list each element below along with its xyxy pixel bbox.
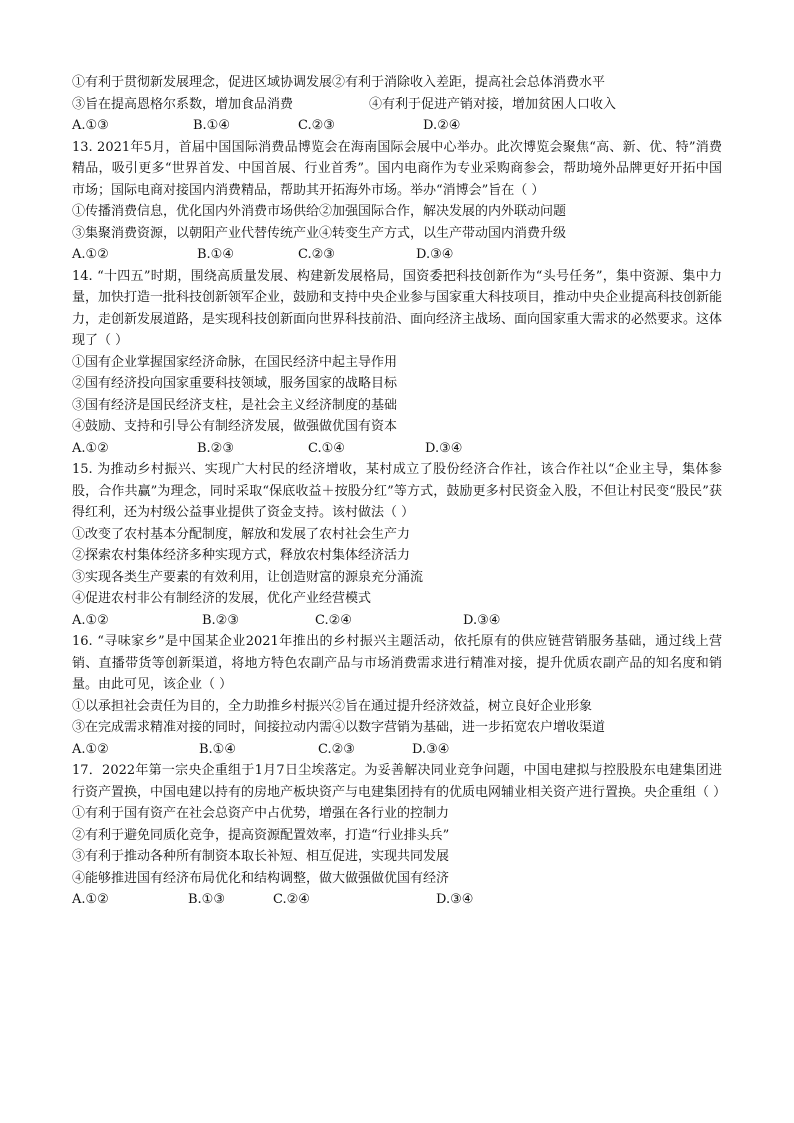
question-13 — [72, 137, 722, 266]
option-4: ④转变生产方式，以生产带动国内消费升级 — [319, 225, 567, 241]
answer-b[interactable]: B.②③ — [197, 440, 234, 456]
option-3: ③集聚消费资源，以朝阳产业代替传统产业 — [72, 225, 320, 241]
answer-choices — [72, 244, 722, 266]
options-row — [72, 696, 722, 718]
option-1: ①改变了农村基本分配制度，解放和发展了农村社会生产力 — [72, 526, 411, 542]
answer-b[interactable]: B.①④ — [199, 741, 236, 757]
answer-b[interactable]: B.①④ — [193, 118, 230, 133]
answer-c[interactable]: C.②③ — [298, 247, 335, 262]
answer-b[interactable]: B.①④ — [197, 247, 234, 262]
answer-d[interactable]: D.③④ — [425, 440, 463, 456]
question-stem: 13. 2021年5月，首届中国国际消费品博览会在海南国际会展中心举办。此次博览会聚焦“高、新、优、特”消费精品，吸引更多“世界首发、中国首展、行业首秀”。国内电商作为专业采购商参会，帮助境外品牌更好开拓中国市场；国际电商对接国内消费精品，帮助其开拓海外市场。举办“消博会”旨在（ ） — [72, 139, 722, 198]
answer-d[interactable]: D.③④ — [436, 892, 474, 907]
option-1: ①国有企业掌握国家经济命脉，在国民经济中起主导作用 — [72, 354, 398, 370]
option-3: ③实现各类生产要素的有效利用，让创造财富的源泉充分涌流 — [72, 569, 424, 585]
question-list — [72, 72, 727, 911]
answer-a[interactable]: A.①② — [72, 612, 109, 628]
question-12 — [72, 72, 722, 137]
answer-d[interactable]: D.③④ — [463, 612, 501, 628]
option-3: ③国有经济是国民经济支柱，是社会主义经济制度的基础 — [72, 397, 398, 413]
question-stem: 17．2022年第一宗央企重组于1月7日尘埃落定。为妥善解决同业竞争问题，中国电建拟与控股股东电建集团进行资产置换，中国电建以持有的房地产板块资产与电建集团持有的优质电网辅业相关资产进行置换。央企重组（ ） — [72, 763, 727, 800]
options-row — [72, 223, 722, 245]
answer-c[interactable]: C.①④ — [308, 440, 345, 456]
option-4: ④有利于促进产销对接，增加贫困人口收入 — [369, 96, 617, 112]
options-row — [72, 72, 722, 94]
option-2: ②加强国际合作，解决发展的内外联动问题 — [319, 204, 567, 219]
answer-c[interactable]: C.②④ — [273, 892, 310, 907]
options-row — [72, 94, 722, 116]
answer-c[interactable]: C.②③ — [298, 118, 335, 133]
question-stem: 15. 为推动乡村振兴、实现广大村民的经济增收，某村成立了股份经济合作社，该合作社以“企业主导，集体参股，合作共赢”为理念，同时采取“保底收益＋按股分红”等方式，鼓励更多村民资金入股，不但让村民变“股民”获得红利，还为村级公益事业提供了资金支持。该村做法（ ） — [72, 462, 722, 520]
option-1: ①有利于贯彻新发展理念，促进区域协调发展 — [72, 75, 333, 90]
answer-b[interactable]: B.②③ — [202, 612, 239, 628]
option-1: ①传播消费信息，优化国内外消费市场供给 — [72, 204, 320, 219]
option-2: ②有利于消除收入差距，提高社会总体消费水平 — [332, 75, 606, 90]
option-4: ④能够推进国有经济布局优化和结构调整，做大做强做优国有经济 — [72, 870, 450, 886]
question-15 — [72, 459, 722, 631]
answer-choices — [72, 889, 722, 911]
option-2: ②探索农村集体经济多种实现方式，释放农村集体经济活力 — [72, 548, 411, 563]
question-stem: 16. “寻味家乡”是中国某企业2021年推出的乡村振兴主题活动，依托原有的供应链营销服务基础，通过线上营销、直播带货等创新渠道，将地方特色农副产品与市场消费需求进行精准对接，提升优质农副产品的知名度和销量。由此可见，该企业（ ） — [72, 634, 722, 692]
option-2: ②旨在通过提升经济效益，树立良好企业形象 — [332, 698, 593, 714]
answer-a[interactable]: A.①② — [72, 892, 109, 907]
answer-a[interactable]: A.①② — [72, 440, 109, 456]
answer-choices — [72, 610, 722, 632]
answer-choices — [72, 438, 722, 460]
question-16 — [72, 631, 722, 760]
answer-b[interactable]: B.①③ — [188, 892, 225, 907]
answer-d[interactable]: D.③④ — [412, 741, 450, 757]
answer-a[interactable]: A.①② — [72, 741, 109, 757]
answer-a[interactable]: A.①② — [72, 247, 109, 262]
answer-c[interactable]: C.②③ — [318, 741, 355, 757]
question-14 — [72, 266, 722, 460]
answer-choices — [72, 115, 722, 137]
option-2: ②国有经济投向国家重要科技领域，服务国家的战略目标 — [72, 376, 398, 391]
question-17 — [72, 760, 727, 911]
option-4: ④鼓励、支持和引导公有制经济发展，做强做优国有资本 — [72, 419, 398, 434]
option-1: ①以承担社会责任为目的，全力助推乡村振兴 — [72, 698, 333, 714]
option-2: ②有利于避免同质化竞争，提高资源配置效率，打造“行业排头兵” — [72, 827, 450, 843]
answer-choices — [72, 739, 722, 761]
options-row — [72, 201, 722, 223]
option-4: ④以数字营销为基础，进一步拓宽农户增收渠道 — [332, 720, 606, 735]
option-3: ③旨在提高恩格尔系数，增加食品消费 — [72, 96, 294, 112]
answer-a[interactable]: A.①③ — [72, 118, 109, 133]
option-3: ③有利于推动各种所有制资本取长补短、相互促进，实现共同发展 — [72, 849, 450, 864]
answer-d[interactable]: D.③④ — [416, 247, 454, 262]
question-stem: 14. “十四五”时期，围绕高质量发展、构建新发展格局，国资委把科技创新作为“头号任务”，集中资源、集中力量，加快打造一批科技创新领军企业，鼓励和支持中央企业参与国家重大科技项目，推动中央企业提高科技创新能力，走创新发展道路，是实现科技创新面向世界科技前沿、面向经济主战场、面向国家重大需求的必然要求。这体现了（ ） — [72, 268, 723, 348]
options-row — [72, 717, 722, 739]
option-1: ①有利于国有资产在社会总资产中占优势，增强在各行业的控制力 — [72, 806, 450, 821]
answer-d[interactable]: D.②④ — [423, 118, 461, 133]
option-3: ③在完成需求精准对接的同时，间接拉动内需 — [72, 720, 333, 735]
option-4: ④促进农村非公有制经济的发展，优化产业经营模式 — [72, 591, 372, 606]
answer-c[interactable]: C.②④ — [315, 612, 352, 628]
